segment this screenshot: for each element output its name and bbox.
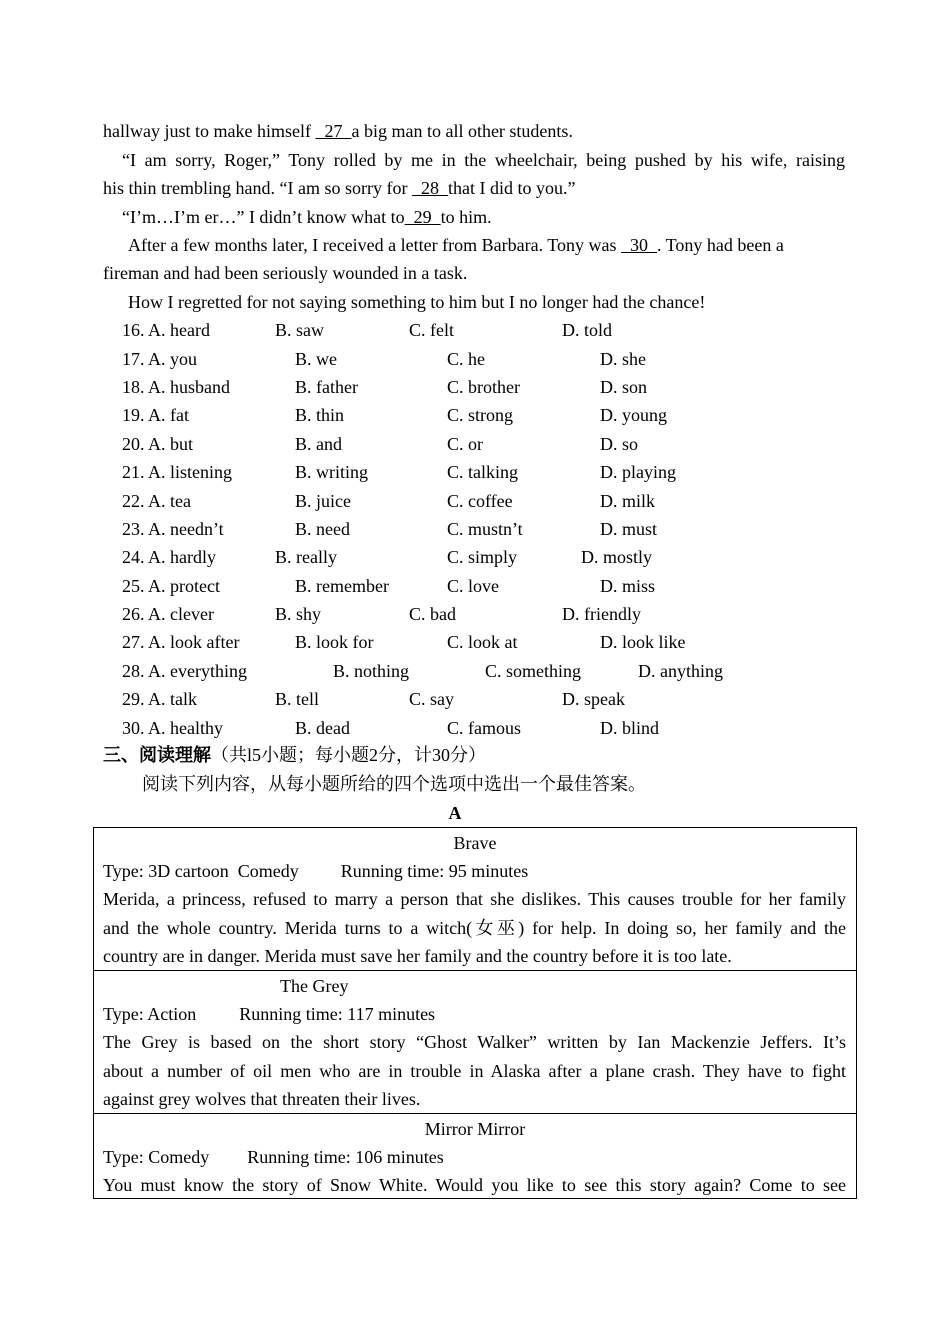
passage-label: A: [448, 803, 462, 823]
q29-a: 29. A. talk: [122, 689, 197, 709]
passage-line-5: [128, 231, 846, 259]
movie-time: Running time: 106 minutes: [247, 1147, 444, 1167]
q19-c: C. strong: [447, 405, 514, 425]
q26-d: D. friendly: [562, 604, 641, 624]
q25-b: B. remember: [295, 576, 389, 596]
q23-c: C. mustn’t: [447, 519, 523, 539]
q24-a: 24. A. hardly: [122, 547, 216, 567]
q20-a: 20. A. but: [122, 434, 194, 454]
q25-a: 25. A. protect: [122, 576, 220, 596]
passage-line-3: [103, 174, 846, 202]
passage-text: fireman and had been seriously wounded in a task.: [103, 263, 468, 283]
movie-desc-line: and the whole country. Merida turns to a witch(女巫) for help. In doing so, her family and the: [103, 918, 846, 938]
q16-b: B. saw: [275, 320, 324, 340]
q18-c: C. brother: [447, 377, 520, 397]
q19-d: D. young: [600, 405, 667, 425]
q28-c: C. something: [485, 661, 582, 681]
q21-d: D. playing: [600, 462, 676, 482]
q26-b: B. shy: [275, 604, 322, 624]
q24-b: B. really: [275, 547, 337, 567]
movie-desc-line: You must know the story of Snow White. Would you like to see this story again? Come to see: [103, 1175, 846, 1195]
movie-cell-the-grey: [94, 971, 856, 1114]
passage-line-4: [122, 203, 865, 231]
passage-text: to him.: [440, 207, 492, 227]
passage-text: a big man to all other students.: [351, 121, 573, 141]
q29-d: D. speak: [562, 689, 625, 709]
q17-d: D. she: [600, 349, 646, 369]
q23-a: 23. A. needn’t: [122, 519, 224, 539]
movie-meta: [103, 1000, 846, 1028]
q29-b: B. tell: [275, 689, 319, 709]
movie-title: Brave: [453, 833, 497, 853]
blank-28: 28: [420, 178, 439, 198]
movie-cell-brave: [94, 828, 856, 971]
passage-text: his thin trembling hand. “I am so sorry for: [103, 178, 412, 198]
movie-desc-line: about a number of oil men who are in trouble in Alaska after a plane crash. They have to fight: [103, 1061, 846, 1081]
movie-meta: [103, 857, 846, 885]
q27-b: B. look for: [295, 632, 374, 652]
passage-line-2: [122, 146, 845, 174]
q16-d: D. told: [562, 320, 613, 340]
passage-text: . Tony had been a: [656, 235, 784, 255]
section-title: 三、阅读理解: [103, 745, 211, 765]
q30-b: B. dead: [295, 718, 350, 738]
movie-title: Mirror Mirror: [424, 1119, 526, 1139]
q16-c: C. felt: [409, 320, 454, 340]
q16-a: 16. A. heard: [122, 320, 210, 340]
q18-b: B. father: [295, 377, 358, 397]
q30-c: C. famous: [447, 718, 521, 738]
movie-time: Running time: 117 minutes: [239, 1004, 436, 1024]
q17-a: 17. A. you: [122, 349, 198, 369]
passage-text: How I regretted for not saying something to him but I no longer had the chance!: [128, 292, 706, 312]
movie-desc-line: The Grey is based on the short story “Ghost Walker” written by Ian Mackenzie Jeffers. It’s: [103, 1032, 846, 1052]
q18-a: 18. A. husband: [122, 377, 230, 397]
q27-a: 27. A. look after: [122, 632, 240, 652]
passage-text: After a few months later, I received a letter from Barbara. Tony was: [128, 235, 621, 255]
q19-a: 19. A. fat: [122, 405, 189, 425]
q26-c: C. bad: [409, 604, 456, 624]
q25-c: C. love: [447, 576, 499, 596]
q28-b: B. nothing: [333, 661, 410, 681]
q26-a: 26. A. clever: [122, 604, 214, 624]
passage-text: that I did to you.”: [447, 178, 576, 198]
blank-30: 30: [629, 235, 648, 255]
q17-b: B. we: [295, 349, 337, 369]
q21-b: B. writing: [295, 462, 369, 482]
q19-b: B. thin: [295, 405, 345, 425]
q22-c: C. coffee: [447, 491, 513, 511]
blank-27: 27: [324, 121, 343, 141]
q18-d: D. son: [600, 377, 648, 397]
q22-a: 22. A. tea: [122, 491, 191, 511]
q24-d: D. mostly: [581, 547, 653, 567]
q25-d: D. miss: [600, 576, 656, 596]
movie-type: Type: 3D cartoon Comedy: [103, 861, 299, 881]
q17-c: C. he: [447, 349, 485, 369]
q28-a: 28. A. everything: [122, 661, 247, 681]
movie-type: Type: Comedy: [103, 1147, 210, 1167]
q28-d: D. anything: [638, 661, 723, 681]
q27-c: C. look at: [447, 632, 518, 652]
q20-c: C. or: [447, 434, 483, 454]
passage-line-1: [103, 117, 846, 145]
movie-cell-mirror-mirror: [94, 1114, 856, 1198]
movie-type: Type: Action: [103, 1004, 197, 1024]
q20-d: D. so: [600, 434, 639, 454]
passage-text: “I am sorry, Roger,” Tony rolled by me in the wheelchair, being pushed by his wife, raising: [122, 150, 845, 170]
q21-c: C. talking: [447, 462, 518, 482]
movie-time: Running time: 95 minutes: [340, 861, 529, 881]
blank-29: 29: [413, 207, 432, 227]
movie-table: [93, 827, 857, 1199]
passage-text: hallway just to make himself: [103, 121, 316, 141]
passage-line-6: [103, 259, 846, 287]
movie-desc-line: against grey wolves that threaten their lives.: [103, 1089, 421, 1109]
q22-b: B. juice: [295, 491, 351, 511]
section-note: （共l5小题；每小题2分，计30分）: [211, 745, 486, 765]
movie-desc-line: Merida, a princess, refused to marry a person that she dislikes. This causes trouble for her family: [103, 889, 846, 909]
section-heading: [103, 741, 486, 769]
passage-line-7: [128, 288, 871, 316]
q29-c: C. say: [409, 689, 454, 709]
section-instruction: 阅读下列内容，从每小题所给的四个选项中选出一个最佳答案。: [142, 774, 646, 794]
q23-b: B. need: [295, 519, 350, 539]
q20-b: B. and: [295, 434, 342, 454]
movie-meta: [103, 1143, 846, 1171]
q24-c: C. simply: [447, 547, 518, 567]
movie-title: The Grey: [280, 976, 349, 996]
q22-d: D. milk: [600, 491, 656, 511]
q27-d: D. look like: [600, 632, 686, 652]
q23-d: D. must: [600, 519, 658, 539]
q30-d: D. blind: [600, 718, 660, 738]
q30-a: 30. A. healthy: [122, 718, 223, 738]
passage-text: “I’m…I’m er…” I didn’t know what to: [122, 207, 405, 227]
q21-a: 21. A. listening: [122, 462, 233, 482]
movie-desc-line: country are in danger. Merida must save her family and the country before it is too late.: [103, 946, 732, 966]
